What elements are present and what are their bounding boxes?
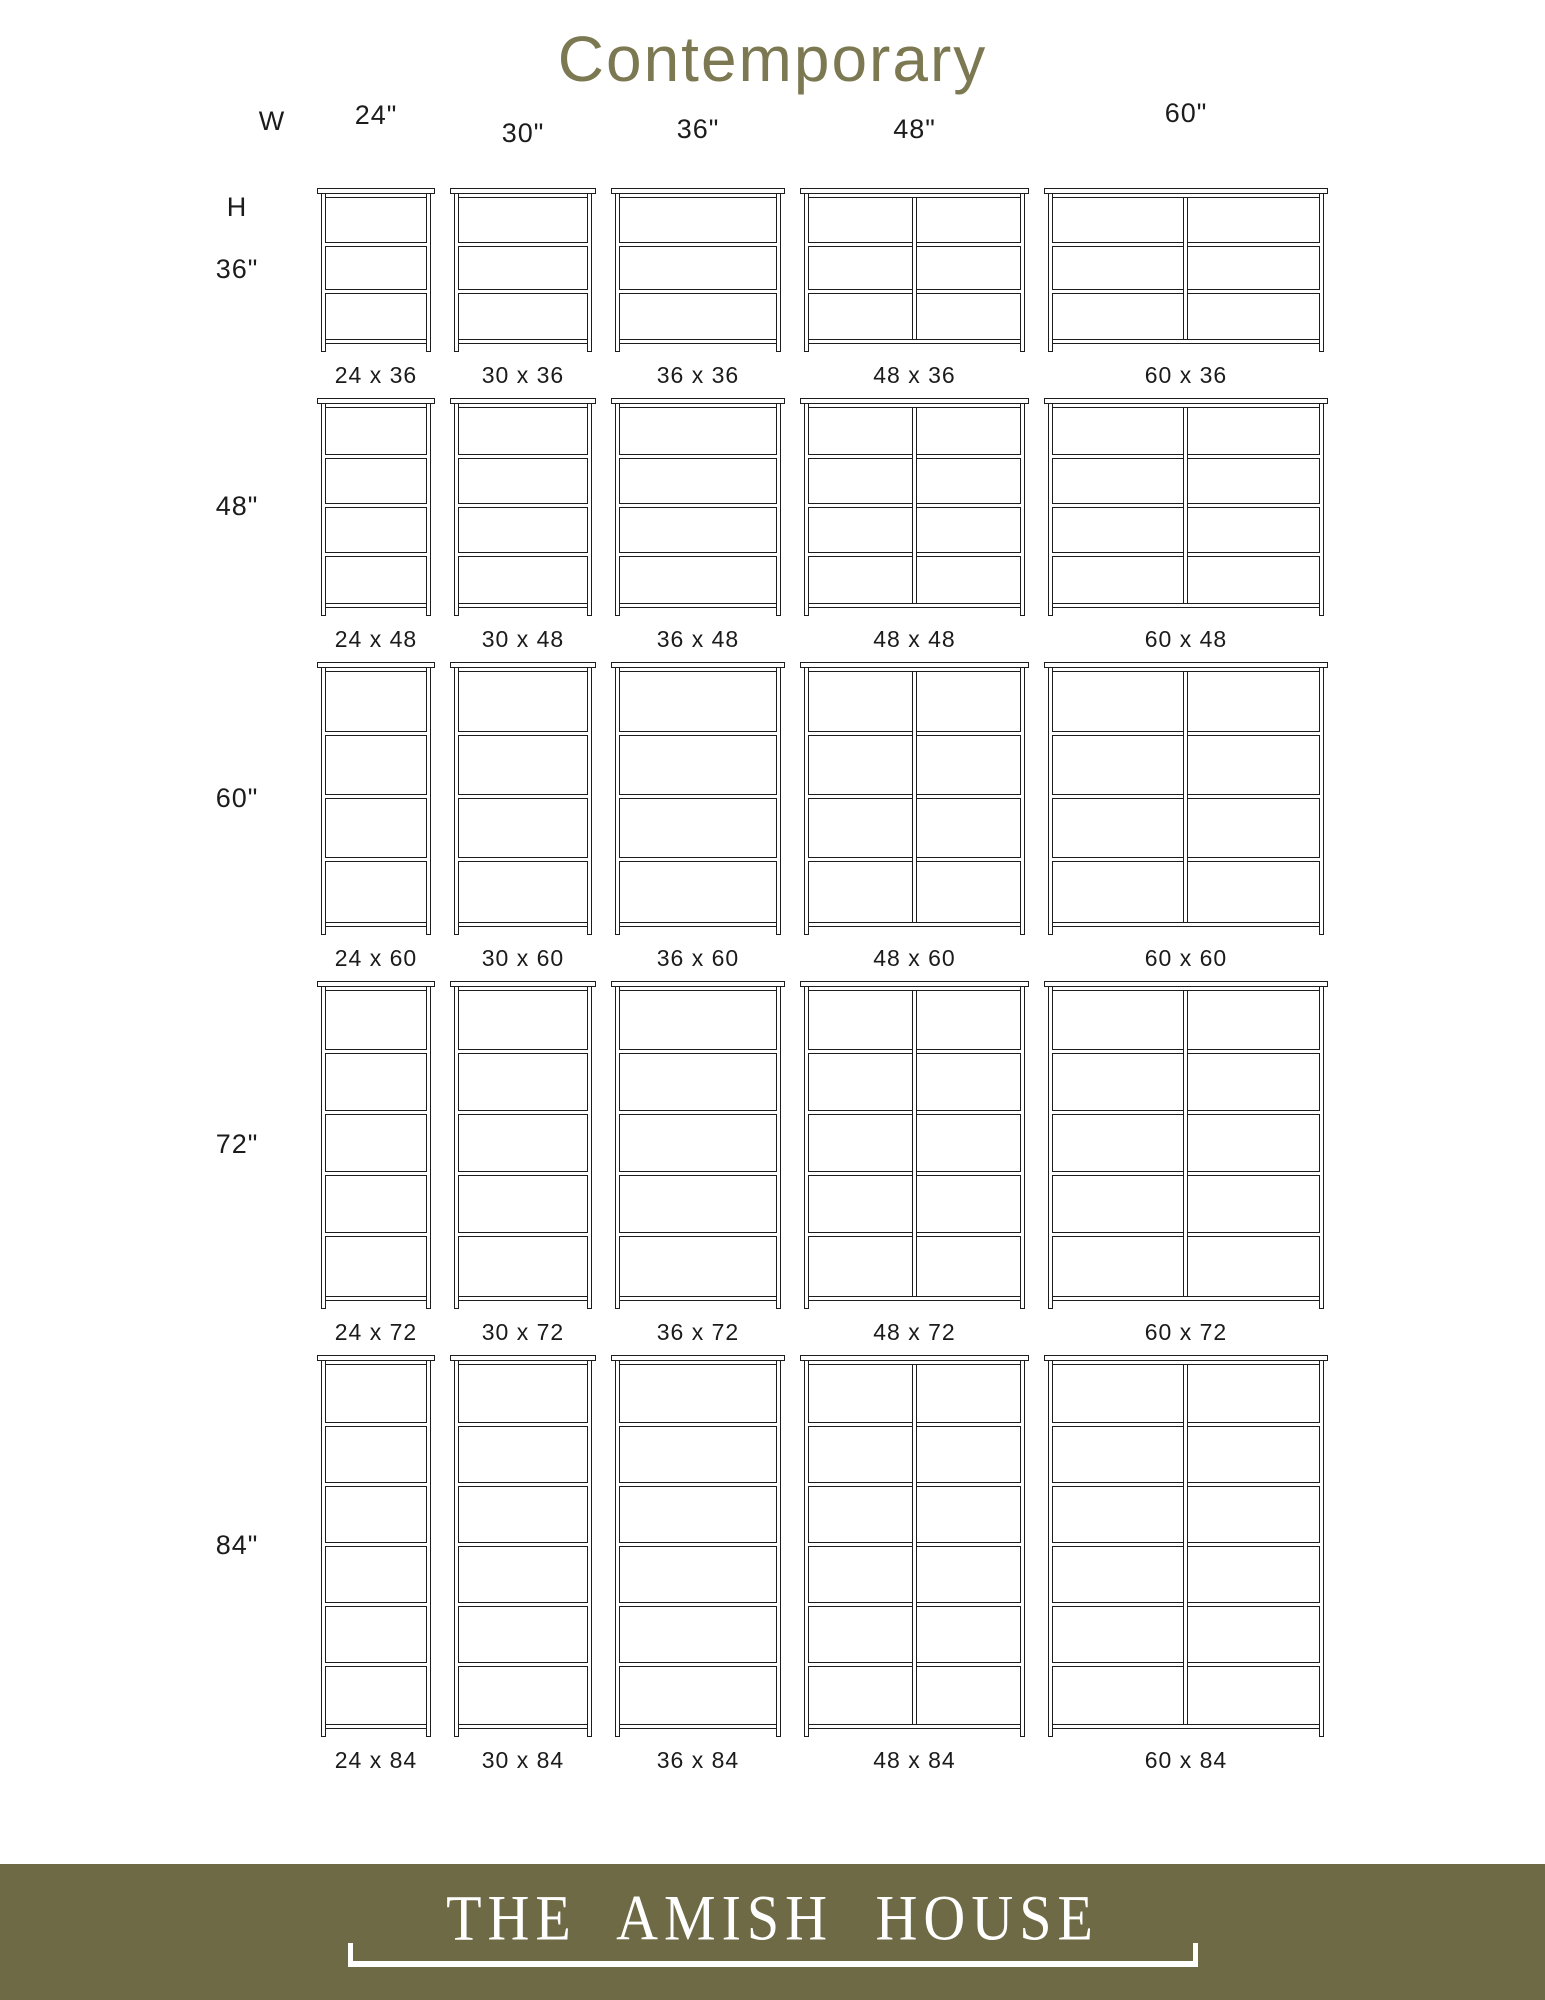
bookcase-side-panel	[1020, 1360, 1025, 1737]
bookcase-bottom-shelf	[619, 922, 777, 927]
bookcase-diagram	[1048, 398, 1324, 616]
bookcase-shelf	[458, 857, 588, 862]
bookcase-shelf	[458, 1232, 588, 1237]
bookcase-side-panel	[776, 193, 781, 352]
bookcase-diagram	[454, 188, 592, 352]
bookcase-side-panel	[587, 986, 592, 1309]
bookcase-shelf	[619, 289, 777, 294]
bookcase-side-panel	[1048, 193, 1053, 352]
bookcase-bottom-shelf	[458, 1724, 588, 1729]
bookcase-top-board	[800, 662, 1029, 668]
bookcase-top-board	[1044, 1355, 1328, 1361]
bookcase-top-board	[1044, 398, 1328, 404]
bookcase-diagram	[321, 398, 431, 616]
bookcase-center-divider	[912, 197, 917, 340]
bookcase-side-panel	[615, 403, 620, 616]
bookcase-diagram	[804, 981, 1025, 1309]
size-label: 30 x 60	[481, 945, 565, 971]
bookcase-top-board	[800, 188, 1029, 194]
bookcase-side-panel	[1020, 667, 1025, 935]
bookcase-bottom-shelf	[325, 1296, 427, 1301]
bookcase-top-board	[450, 1355, 596, 1361]
bookcase-side-panel	[426, 403, 431, 616]
bookcase-side-panel	[426, 1360, 431, 1737]
bookcase-top-board	[317, 398, 435, 404]
bookcase-diagram	[321, 188, 431, 352]
page-title: Contemporary	[557, 23, 988, 95]
bookcase-top-board	[611, 662, 785, 668]
column-width-header: 36"	[676, 114, 720, 144]
row-height-header: 72"	[215, 1129, 259, 1159]
bookcase-diagram	[454, 398, 592, 616]
bookcase-diagram	[1048, 1355, 1324, 1737]
bookcase-bottom-shelf	[325, 339, 427, 344]
bookcase-shelf	[325, 1602, 427, 1607]
bookcase-side-panel	[454, 986, 459, 1309]
bookcase-diagram	[615, 981, 781, 1309]
bookcase-shelf	[458, 1049, 588, 1054]
bookcase-shelf	[458, 552, 588, 557]
bookcase-shelf	[325, 242, 427, 247]
bookcase-diagram	[615, 1355, 781, 1737]
bookcase-top-inner-edge	[325, 1364, 427, 1365]
bookcase-top-board	[1044, 662, 1328, 668]
size-label: 36 x 36	[656, 362, 740, 388]
bookcase-shelf	[325, 1422, 427, 1427]
bookcase-side-panel	[454, 193, 459, 352]
bookcase-top-inner-edge	[458, 197, 588, 198]
bookcase-diagram	[615, 398, 781, 616]
row-height-header: 36"	[215, 254, 259, 284]
bookcase-shelf	[619, 1232, 777, 1237]
bookcase-shelf	[458, 1602, 588, 1607]
bookcase-top-inner-edge	[325, 671, 427, 672]
bookcase-top-board	[800, 981, 1029, 987]
bookcase-shelf	[458, 1662, 588, 1667]
bookcase-shelf	[458, 731, 588, 736]
bookcase-diagram	[615, 188, 781, 352]
bookcase-top-inner-edge	[619, 671, 777, 672]
bookcase-diagram	[454, 981, 592, 1309]
bookcase-side-panel	[776, 667, 781, 935]
bookcase-diagram	[804, 662, 1025, 935]
bookcase-shelf	[458, 454, 588, 459]
bookcase-top-board	[317, 188, 435, 194]
brand-logo: THE AMISH HOUSE	[446, 1881, 1099, 1954]
bookcase-side-panel	[587, 667, 592, 935]
bookcase-shelf	[458, 242, 588, 247]
size-label: 24 x 72	[334, 1319, 418, 1345]
bookcase-shelf	[325, 1110, 427, 1115]
size-label: 30 x 48	[481, 626, 565, 652]
bookcase-top-board	[1044, 981, 1328, 987]
size-label: 30 x 36	[481, 362, 565, 388]
bookcase-side-panel	[615, 193, 620, 352]
size-label: 60 x 72	[1144, 1319, 1228, 1345]
bookcase-shelf	[458, 1482, 588, 1487]
size-label: 48 x 60	[873, 945, 956, 971]
bookcase-top-board	[611, 398, 785, 404]
column-width-header: 48"	[893, 114, 936, 144]
size-label: 30 x 84	[481, 1747, 565, 1773]
bookcase-bottom-shelf	[458, 922, 588, 927]
bookcase-top-board	[317, 662, 435, 668]
bookcase-side-panel	[587, 1360, 592, 1737]
column-width-header: 24"	[354, 100, 398, 130]
bookcase-shelf	[325, 289, 427, 294]
bookcase-side-panel	[426, 667, 431, 935]
bookcase-top-board	[450, 188, 596, 194]
bookcase-shelf	[619, 1422, 777, 1427]
bookcase-diagram	[454, 1355, 592, 1737]
size-label: 60 x 36	[1144, 362, 1228, 388]
bookcase-side-panel	[426, 193, 431, 352]
bookcase-shelf	[458, 794, 588, 799]
bookcase-top-board	[1044, 188, 1328, 194]
size-label: 48 x 36	[873, 362, 956, 388]
bookcase-shelf	[325, 1049, 427, 1054]
bookcase-bottom-shelf	[325, 603, 427, 608]
bookcase-center-divider	[912, 671, 917, 923]
bookcase-top-inner-edge	[325, 990, 427, 991]
bookcase-side-panel	[804, 193, 809, 352]
bookcase-bottom-shelf	[458, 603, 588, 608]
bookcase-diagram	[615, 662, 781, 935]
bookcase-side-panel	[1020, 403, 1025, 616]
bookcase-shelf	[325, 503, 427, 508]
row-height-header: 48"	[215, 491, 259, 521]
bookcase-diagram	[804, 398, 1025, 616]
bookcase-side-panel	[776, 1360, 781, 1737]
row-height-header: 84"	[215, 1530, 259, 1560]
bookcase-top-board	[611, 981, 785, 987]
column-width-header: 30"	[501, 118, 545, 148]
bookcase-shelf	[325, 1542, 427, 1547]
bookcase-side-panel	[321, 193, 326, 352]
bookcase-center-divider	[1183, 671, 1188, 923]
bookcase-diagram	[321, 662, 431, 935]
bookcase-side-panel	[615, 667, 620, 935]
size-label: 36 x 72	[656, 1319, 740, 1345]
size-label: 48 x 72	[873, 1319, 956, 1345]
bookcase-diagram	[804, 1355, 1025, 1737]
bookcase-center-divider	[912, 407, 917, 604]
bookcase-shelf	[325, 731, 427, 736]
bookcase-shelf	[619, 552, 777, 557]
bookcase-side-panel	[321, 986, 326, 1309]
bookcase-shelf	[619, 503, 777, 508]
size-label: 60 x 84	[1144, 1747, 1228, 1773]
bookcase-side-panel	[804, 667, 809, 935]
bookcase-shelf	[458, 503, 588, 508]
bookcase-side-panel	[1319, 986, 1324, 1309]
bookcase-side-panel	[804, 403, 809, 616]
bookcase-side-panel	[776, 403, 781, 616]
bookcase-bottom-shelf	[619, 339, 777, 344]
bookcase-shelf	[619, 1171, 777, 1176]
height-axis-label: H	[226, 192, 248, 222]
size-label: 36 x 84	[656, 1747, 740, 1773]
bookcase-shelf	[458, 1110, 588, 1115]
bookcase-shelf	[619, 1049, 777, 1054]
bookcase-bottom-shelf	[325, 922, 427, 927]
bookcase-shelf	[325, 857, 427, 862]
bookcase-top-inner-edge	[619, 407, 777, 408]
bookcase-side-panel	[426, 986, 431, 1309]
size-label: 60 x 48	[1144, 626, 1228, 652]
size-label: 30 x 72	[481, 1319, 565, 1345]
bookcase-side-panel	[587, 403, 592, 616]
row-height-header: 60"	[215, 782, 259, 813]
bookcase-shelf	[458, 1422, 588, 1427]
column-width-header: 60"	[1164, 98, 1208, 128]
bookcase-shelf	[325, 552, 427, 557]
bookcase-side-panel	[1319, 667, 1324, 935]
bookcase-side-panel	[1020, 986, 1025, 1309]
bookcase-diagram	[321, 981, 431, 1309]
bookcase-shelf	[325, 454, 427, 459]
bookcase-top-board	[317, 1355, 435, 1361]
bookcase-shelf	[619, 242, 777, 247]
bookcase-diagram	[1048, 188, 1324, 352]
bookcase-shelf	[325, 794, 427, 799]
size-label: 24 x 48	[334, 626, 418, 652]
width-axis-label: W	[258, 106, 286, 136]
bookcase-center-divider	[912, 1364, 917, 1725]
bookcase-top-inner-edge	[325, 407, 427, 408]
bookcase-side-panel	[1048, 403, 1053, 616]
bookcase-bottom-shelf	[619, 1296, 777, 1301]
bookcase-top-board	[450, 662, 596, 668]
bookcase-side-panel	[321, 1360, 326, 1737]
bookcase-shelf	[619, 857, 777, 862]
bookcase-shelf	[619, 1542, 777, 1547]
bookcase-side-panel	[454, 403, 459, 616]
size-label: 60 x 60	[1144, 945, 1228, 971]
bookcase-top-board	[611, 188, 785, 194]
bookcase-shelf	[325, 1232, 427, 1237]
bookcase-diagram	[454, 662, 592, 935]
bookcase-center-divider	[1183, 1364, 1188, 1725]
bookcase-shelf	[619, 1662, 777, 1667]
footer	[0, 1864, 1545, 2000]
bookcase-side-panel	[1319, 403, 1324, 616]
bookcase-shelf	[325, 1662, 427, 1667]
bookcase-side-panel	[804, 1360, 809, 1737]
bookcase-shelf	[619, 1110, 777, 1115]
bookcase-top-board	[317, 981, 435, 987]
size-label: 24 x 36	[334, 362, 418, 388]
bookcase-top-inner-edge	[458, 1364, 588, 1365]
bookcase-top-board	[800, 398, 1029, 404]
bookcase-center-divider	[1183, 197, 1188, 340]
bookcase-side-panel	[804, 986, 809, 1309]
bookcase-side-panel	[1048, 1360, 1053, 1737]
bookcase-bottom-shelf	[619, 603, 777, 608]
bookcase-side-panel	[1048, 667, 1053, 935]
bookcase-top-inner-edge	[458, 407, 588, 408]
size-label: 24 x 60	[334, 945, 418, 971]
bookcase-top-board	[611, 1355, 785, 1361]
bookcase-top-board	[450, 981, 596, 987]
bookcase-side-panel	[1020, 193, 1025, 352]
bookcase-shelf	[458, 1171, 588, 1176]
bookcase-center-divider	[1183, 990, 1188, 1297]
bookcase-side-panel	[1319, 1360, 1324, 1737]
bookcase-shelf	[458, 1542, 588, 1547]
bookcase-side-panel	[1319, 193, 1324, 352]
bookcase-bottom-shelf	[458, 1296, 588, 1301]
bookcase-side-panel	[454, 667, 459, 935]
bookcase-diagram	[1048, 662, 1324, 935]
bookcase-shelf	[458, 289, 588, 294]
size-label: 48 x 84	[873, 1747, 956, 1773]
size-label: 48 x 48	[873, 626, 956, 652]
bookcase-shelf	[619, 1602, 777, 1607]
bookcase-shelf	[325, 1171, 427, 1176]
bookcase-shelf	[619, 731, 777, 736]
size-label: 24 x 84	[334, 1747, 418, 1773]
bookcase-side-panel	[587, 193, 592, 352]
size-label: 36 x 48	[656, 626, 740, 652]
bookcase-bottom-shelf	[619, 1724, 777, 1729]
bookcase-side-panel	[615, 1360, 620, 1737]
bookcase-side-panel	[1048, 986, 1053, 1309]
size-label: 36 x 60	[656, 945, 740, 971]
bookcase-shelf	[325, 1482, 427, 1487]
bookcase-top-inner-edge	[458, 671, 588, 672]
bookcase-center-divider	[1183, 407, 1188, 604]
bookcase-side-panel	[454, 1360, 459, 1737]
bookcase-top-inner-edge	[619, 990, 777, 991]
bookcase-bottom-shelf	[458, 339, 588, 344]
bookcase-center-divider	[912, 990, 917, 1297]
bookcase-diagram	[1048, 981, 1324, 1309]
bookcase-top-inner-edge	[619, 197, 777, 198]
bookcase-top-inner-edge	[619, 1364, 777, 1365]
bookcase-diagram	[804, 188, 1025, 352]
bookcase-top-board	[800, 1355, 1029, 1361]
bookcase-shelf	[619, 454, 777, 459]
bookcase-side-panel	[321, 403, 326, 616]
bookcase-top-board	[450, 398, 596, 404]
bookcase-shelf	[619, 1482, 777, 1487]
bookcase-shelf	[619, 794, 777, 799]
bookcase-side-panel	[776, 986, 781, 1309]
bookcase-side-panel	[615, 986, 620, 1309]
bookcase-side-panel	[321, 667, 326, 935]
bookcase-top-inner-edge	[458, 990, 588, 991]
bookcase-bottom-shelf	[325, 1724, 427, 1729]
bookcase-top-inner-edge	[325, 197, 427, 198]
bookcase-diagram	[321, 1355, 431, 1737]
